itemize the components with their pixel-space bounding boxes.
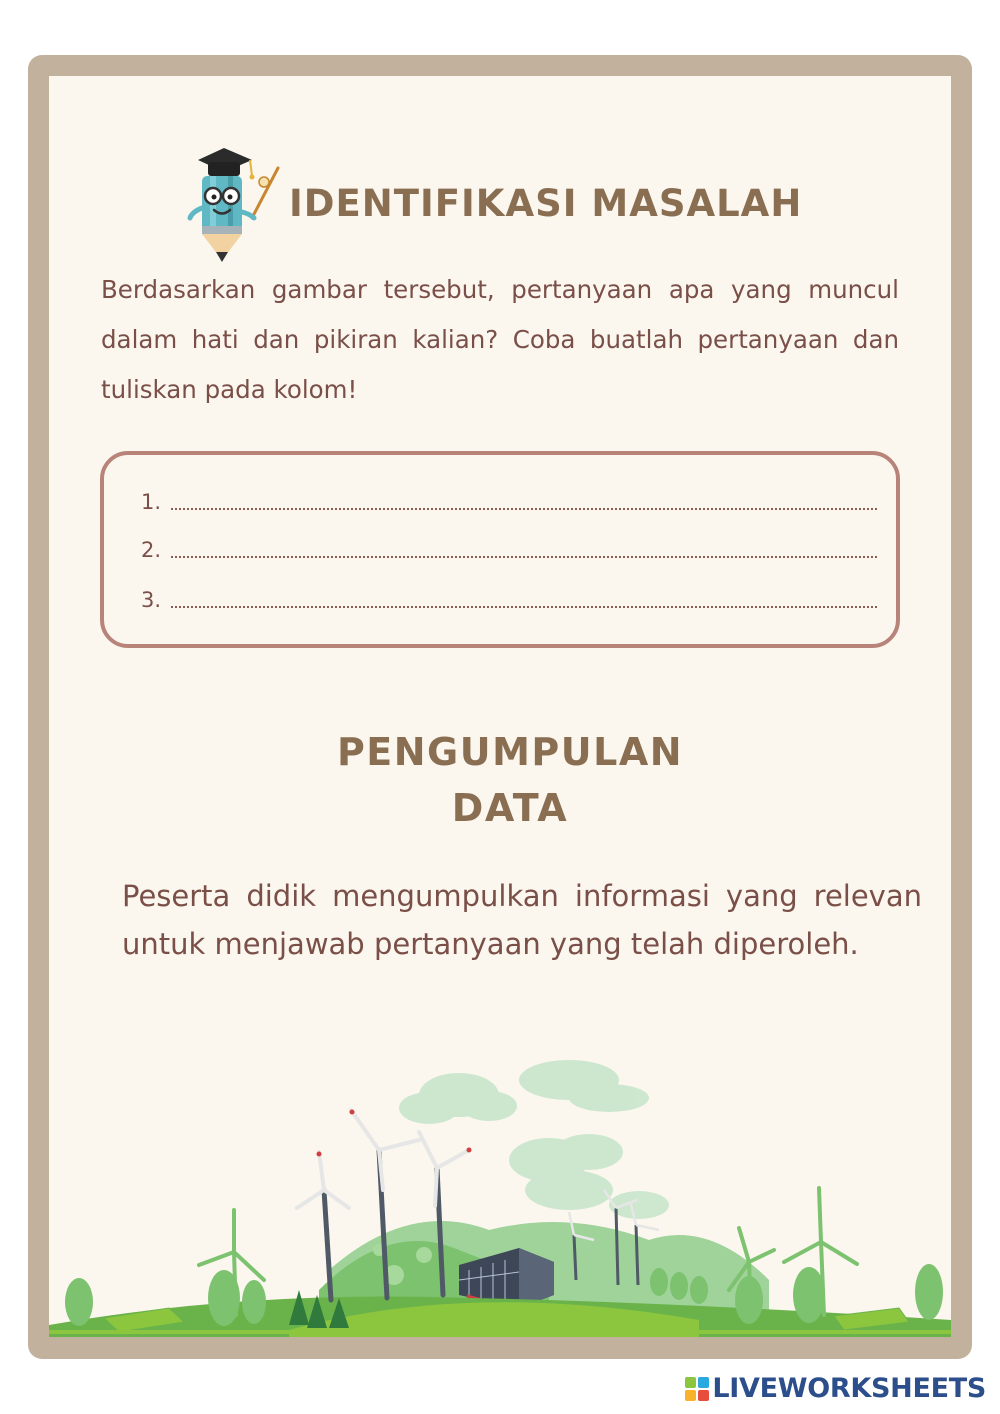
- section2-paragraph: Peserta didik mengumpulkan informasi yang relevan untuk menjawab pertanyaan yang telah diperoleh.: [122, 879, 922, 961]
- section-title-pengumpulan-data: [300, 724, 720, 836]
- liveworksheets-logo-icon: [684, 1376, 710, 1402]
- section-title-identifikasi: IDENTIFIKASI MASALAH: [289, 182, 803, 225]
- instruction-paragraph: Berdasarkan gambar tersebut, pertanyaan apa yang muncul dalam hati dan pikiran kalian? Coba buatlah pertanyaan dan tuliskan pada kolom!: [101, 275, 899, 404]
- green-energy-landscape-illustration: [49, 1040, 951, 1337]
- answer-number: 3.: [141, 588, 162, 612]
- section-title-line2: DATA: [451, 786, 569, 830]
- brand-name: LIVEWORKSHEETS: [712, 1373, 986, 1404]
- answer-field-2[interactable]: [171, 554, 877, 558]
- answer-number: 1.: [141, 490, 162, 514]
- answer-row-2: [141, 532, 877, 562]
- answer-number: 2.: [141, 538, 162, 562]
- answer-field-1[interactable]: [171, 506, 877, 510]
- answer-row-3: [141, 582, 877, 612]
- answer-field-3[interactable]: [171, 604, 877, 608]
- section-title-line1: PENGUMPULAN: [336, 730, 684, 774]
- answer-row-1: [141, 484, 877, 514]
- pencil-mascot-icon: [180, 142, 290, 264]
- liveworksheets-brand[interactable]: [684, 1373, 986, 1404]
